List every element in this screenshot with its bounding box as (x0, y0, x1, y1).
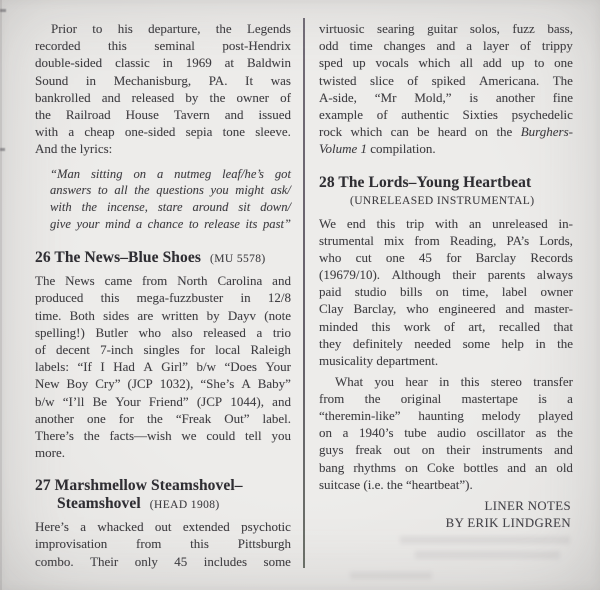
text-line: they definitely needed some help in the (319, 335, 573, 351)
text-line: from the original mastertape is a (319, 390, 573, 406)
bleedthrough-ghost (400, 536, 570, 544)
body-paragraph (319, 215, 573, 370)
text-line: of decent 7-inch singles for local Raleigh (35, 341, 291, 357)
catalog-number: (MU 5578) (209, 252, 266, 265)
track-heading (35, 249, 291, 269)
text-line: musicality department. (319, 353, 439, 368)
heading-line (35, 477, 291, 495)
body-paragraph (319, 373, 573, 493)
text-line: What you hear in this stereo transfer (335, 373, 573, 389)
text-line: Sound in Mechanisburg, PA. It was (35, 72, 291, 88)
credit-line: LINER NOTES (484, 499, 571, 513)
text-line: paid studio bills on time, label owner (319, 284, 573, 300)
text-line: produced this mega-fuzzbuster in 12/8 (35, 290, 291, 306)
text-line: And the lyrics: (35, 141, 113, 157)
body-paragraph (35, 272, 291, 461)
text-line: A-side, “Mr Mold,” is another fine (319, 89, 573, 105)
body-paragraph (319, 20, 573, 158)
text-line: sped up vocals which all add up to one (319, 55, 573, 71)
bleedthrough-ghost (350, 572, 432, 579)
heading-line (319, 191, 573, 211)
track-heading (319, 174, 573, 211)
track-heading (35, 477, 291, 514)
scan-edge-shadow (0, 0, 2, 590)
text-line: with the incense, stare around sit down/ (50, 200, 291, 215)
left-column (35, 20, 291, 570)
track-title: 27 Marshmellow Steamshovel– (35, 477, 243, 495)
text-line: There’s the facts—wish we could tell you (35, 427, 291, 443)
text-line: rock which can be heard on the Burghers- (319, 124, 573, 140)
text-line: The News came from North Carolina and (35, 273, 291, 289)
catalog-number: (HEAD 1908) (149, 498, 220, 511)
heading-line (35, 495, 291, 515)
text-line: bankrolled and released by the owner of (35, 89, 291, 105)
text-line: give your mind a chance to release its past” (50, 216, 291, 231)
text-line: recorded this seminal post-Hendrix (35, 38, 291, 54)
text-line: guys freak out on their instruments and (319, 442, 573, 458)
text-line: example of authentic Sixties psychedelic (319, 106, 573, 122)
body-paragraph (35, 518, 291, 570)
text-line: twisted slice of spiked Americana. The (319, 72, 573, 88)
text-line: who cut one 45 for Barclay Records (319, 249, 573, 265)
track-title: Steamshovel (57, 494, 141, 512)
body-paragraph (35, 20, 291, 158)
text-line: on a 1940’s tube audio oscillator as the (319, 425, 573, 441)
column-divider (303, 18, 305, 568)
track-title: 28 The Lords–Young Heartbeat (319, 173, 532, 191)
text-line: Volume 1 compilation. (319, 141, 436, 157)
text-line: answers to all the questions you might ask/ (50, 183, 291, 198)
text-line: “theremin-like” haunting melody played (319, 408, 573, 424)
catalog-number: (UNRELEASED INSTRUMENTAL) (350, 195, 535, 207)
text-line: double-sided classic in 1969 at Baldwin (35, 55, 291, 71)
bleedthrough-ghost (415, 551, 560, 559)
text-line: Clay Barclay, who engineered and master- (319, 301, 573, 317)
text-line: another one for the “Freak Out” label. (35, 410, 291, 426)
text-line: combo. Their only 45 includes some (35, 553, 291, 569)
text-line: (19679/10). Although their parents always (319, 267, 573, 283)
text-line: improvisation from this Pittsburgh (35, 536, 291, 552)
track-title: 26 The News–Blue Shoes (35, 248, 201, 266)
text-line: Prior to his departure, the Legends (51, 21, 291, 36)
text-line: with a cheap one-sided sepia tone sleeve. (35, 124, 291, 140)
text-line: b/w “I’ll Be Your Friend” (JCP 1044), and (35, 393, 291, 409)
text-line: suitcase (i.e. the “heartbeat”). (319, 476, 473, 492)
right-column (319, 20, 573, 531)
text-line: labels: “If I Had A Girl” b/w “Does Your (35, 359, 291, 375)
text-line: minded this work of art, recalled that (319, 318, 573, 334)
credit-line: BY ERIK LINDGREN (445, 515, 571, 530)
text-line: We end this trip with an unreleased in- (319, 215, 573, 231)
text-line: more. (35, 445, 65, 461)
lyrics-quote (35, 166, 291, 233)
text-line: strumental mix from Reading, PA’s Lords, (319, 232, 573, 248)
scan-speck (0, 9, 6, 12)
text-line: bang rhythms on Coke bottles and an old (319, 459, 573, 475)
text-line: New Boy Cry” (JCP 1032), “She’s A Baby” (35, 376, 291, 392)
text-line: “Man sitting on a nutmeg leaf/he’s got (50, 166, 291, 181)
liner-notes-credit (319, 498, 573, 531)
heading-line (35, 249, 291, 269)
text-line: virtuosic searing guitar solos, fuzz bass, (319, 21, 573, 36)
text-line: odd time changes and a layer of trippy (319, 38, 573, 54)
heading-line (319, 174, 573, 192)
text-line: the Railroad House Tavern and issued (35, 106, 291, 122)
scan-speck (0, 148, 5, 151)
text-line: time. Both sides are written by Dayv (note (35, 307, 291, 323)
text-line: Here’s a whacked out extended psychotic (35, 519, 291, 535)
text-line: spelling!) Butler who also released a trio (35, 324, 291, 340)
